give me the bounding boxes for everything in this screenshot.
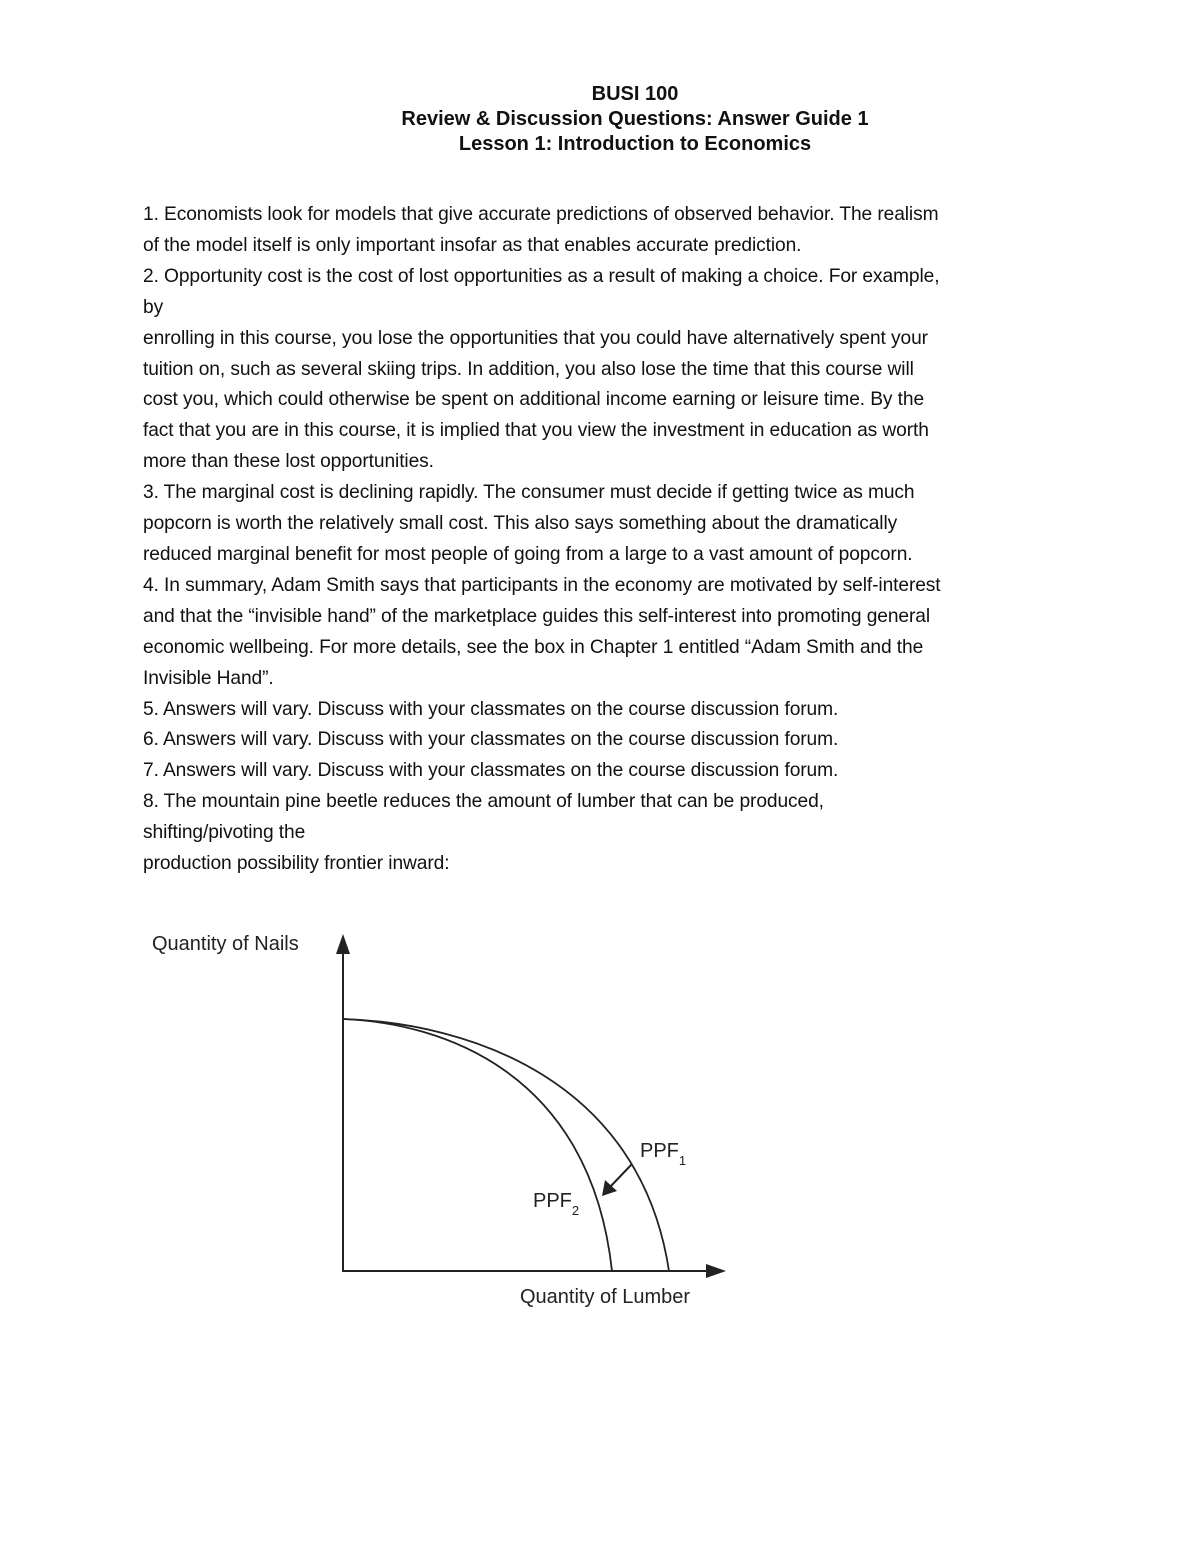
text-line: reduced marginal benefit for most people of going from a large to a vast amount of popcorn. (143, 543, 913, 565)
ppf2-subscript: 2 (571, 1203, 580, 1218)
text-line: 2. Opportunity cost is the cost of lost opportunities as a result of making a choice. For example, (143, 265, 940, 287)
text-line: of the model itself is only important insofar as that enables accurate prediction. (143, 234, 802, 256)
text-line: cost you, which could otherwise be spent on additional income earning or leisure time. By the (143, 389, 925, 411)
text-line: popcorn is worth the relatively small cost. This also says something about the dramatically (143, 513, 898, 535)
y-axis-label: Quantity of Nails (152, 933, 299, 955)
document-title: Review & Discussion Questions: Answer Guide 1 (401, 108, 869, 130)
lesson-title: Lesson 1: Introduction to Economics (458, 133, 812, 155)
x-axis-arrowhead (706, 1264, 726, 1278)
text-line: 3. The marginal cost is declining rapidly. The consumer must decide if getting twice as much (143, 482, 915, 504)
answer-list (143, 200, 1063, 880)
text-line: economic wellbeing. For more details, see the box in Chapter 1 entitled “Adam Smith and the (143, 636, 924, 658)
text-line: 4. In summary, Adam Smith says that participants in the economy are motivated by self-interest (143, 574, 941, 596)
ppf1-label (640, 1140, 686, 1168)
text-line: fact that you are in this course, it is implied that you view the investment in education as worth (143, 420, 929, 442)
ppf2-label (533, 1190, 579, 1218)
text-line: production possibility frontier inward: (143, 853, 450, 875)
ppf2-name: PPF (533, 1190, 572, 1212)
text-line: and that the “invisible hand” of the marketplace guides this self-interest into promoting general (143, 605, 931, 627)
text-line: 5. Answers will vary. Discuss with your classmates on the course discussion forum. (143, 698, 839, 720)
text-line: enrolling in this course, you lose the opportunities that you could have alternatively spent your (143, 327, 928, 349)
text-line: Invisible Hand”. (143, 667, 274, 689)
ppf1-name: PPF (640, 1140, 679, 1162)
text-line: by (143, 296, 164, 318)
text-line: more than these lost opportunities. (143, 451, 434, 473)
text-line: 8. The mountain pine beetle reduces the amount of lumber that can be produced, (143, 791, 824, 813)
text-line: shifting/pivoting the (143, 822, 306, 844)
document-header (0, 82, 1200, 157)
text-line: 7. Answers will vary. Discuss with your classmates on the course discussion forum. (143, 760, 839, 782)
ppf1-curve (343, 1019, 669, 1271)
course-code: BUSI 100 (591, 83, 679, 105)
ppf-chart (140, 920, 760, 1320)
x-axis-label: Quantity of Lumber (520, 1286, 691, 1308)
ppf2-curve (343, 1019, 612, 1271)
ppf1-subscript: 1 (678, 1153, 687, 1168)
y-axis-arrowhead (336, 934, 350, 954)
shift-arrow (610, 1164, 632, 1187)
text-line: 1. Economists look for models that give accurate predictions of observed behavior. The realism (143, 204, 939, 225)
text-line: tuition on, such as several skiing trips. In addition, you also lose the time that this course will (143, 358, 914, 380)
text-line: 6. Answers will vary. Discuss with your classmates on the course discussion forum. (143, 729, 839, 751)
ppf-figure (140, 920, 760, 1320)
